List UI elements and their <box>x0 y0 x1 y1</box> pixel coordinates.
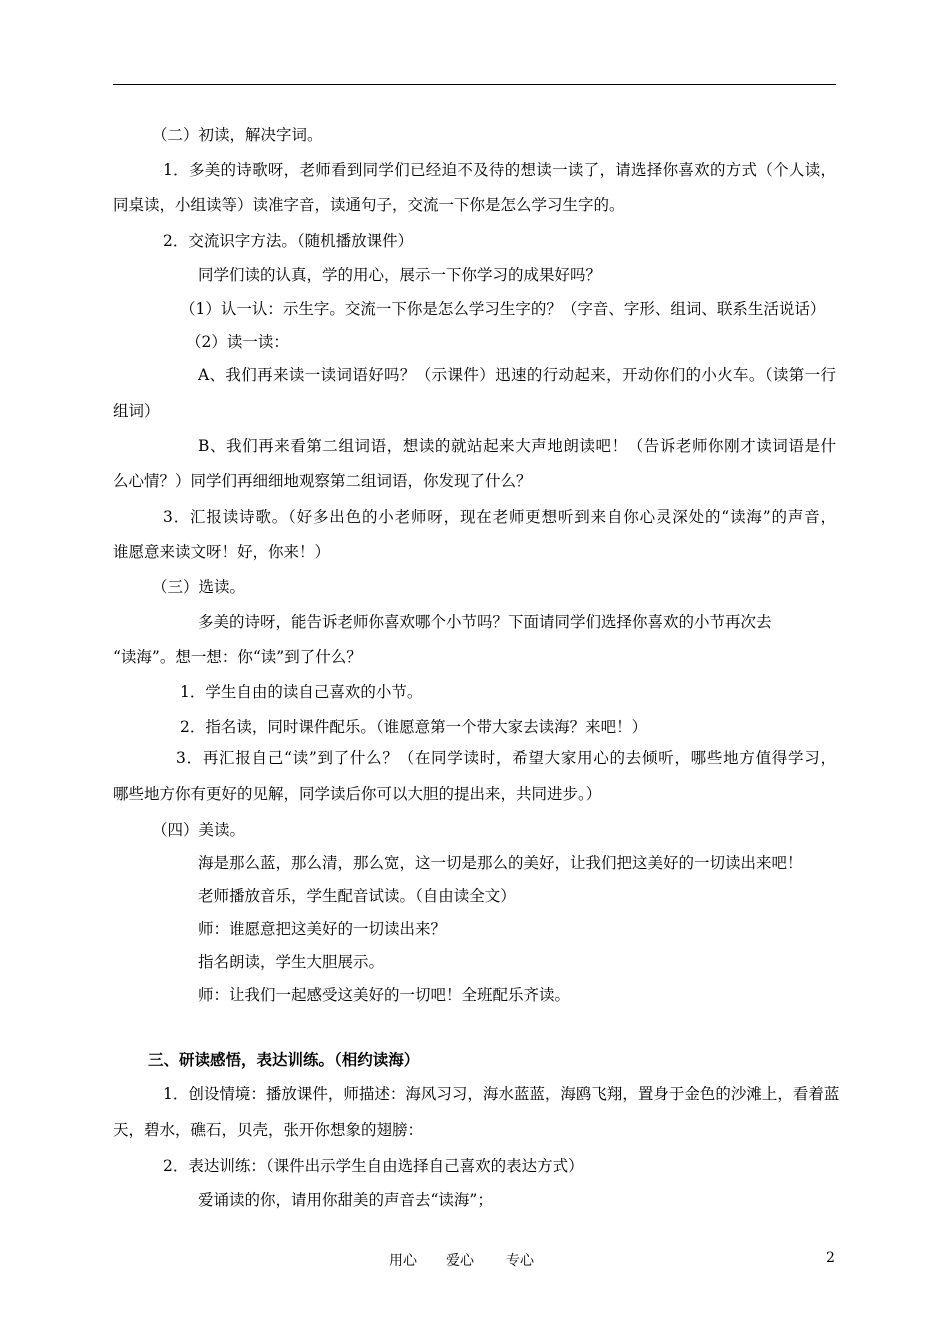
paragraph-line: 1．创设情境：播放课件，师描述：海风习习，海水蓝蓝，海鸥飞翔，置身于金色的沙滩上，看着蓝 <box>163 1085 840 1103</box>
paragraph-line: 指名朗读，学生大胆展示。 <box>198 953 385 971</box>
paragraph-line: 3．汇报读诗歌。（好多出色的小老师呀，现在老师更想听到来自你心灵深处的“读海”的声音， <box>163 508 836 526</box>
paragraph-line: 老师播放音乐，学生配音试读。（自由读全文） <box>198 887 516 905</box>
page-number: 2 <box>826 1250 835 1266</box>
paragraph-line: 海是那么蓝，那么清，那么宽，这一切是那么的美好，让我们把这美好的一切读出来吧！ <box>198 854 803 872</box>
paragraph-line: 师：谁愿意把这美好的一切读出来？ <box>198 920 447 938</box>
paragraph-line: 么心情？）同学们再细细地观察第二组词语，你发现了什么？ <box>113 472 532 490</box>
paragraph-line: 2．交流识字方法。（随机播放课件） <box>163 232 414 250</box>
paragraph-line: 哪些地方你有更好的见解，同学读后你可以大胆的提出来，共同进步。） <box>113 785 602 803</box>
header-rule <box>113 84 836 85</box>
paragraph-line: A、我们再来读一读词语好吗？（示课件）迅速的行动起来，开动你们的小火车。（读第一行 <box>198 366 836 384</box>
section-heading-beautiful-reading: （四）美读。 <box>152 821 246 839</box>
paragraph-line: 同学们读的认真，学的用心，展示一下你学习的成果好吗？ <box>198 266 602 284</box>
footer-motto-1: 用心 <box>389 1253 417 1269</box>
footer-motto-3: 专心 <box>506 1253 534 1269</box>
paragraph-line: 1．多美的诗歌呀，老师看到同学们已经迫不及待的想读一读了，请选择你喜欢的方式（个人读， <box>163 161 836 179</box>
paragraph-line: 1．学生自由的读自己喜欢的小节。 <box>180 683 423 701</box>
paragraph-line: “读海”。想一想：你“读”到了什么？ <box>113 648 362 666</box>
paragraph-line: 天，碧水，礁石，贝壳，张开你想象的翅膀： <box>113 1121 424 1139</box>
paragraph-line: 谁愿意来读文呀！好，你来！） <box>113 543 331 561</box>
paragraph-line: 多美的诗呀，能告诉老师你喜欢哪个小节吗？下面请同学们选择你喜欢的小节再次去 <box>198 613 772 631</box>
paragraph-line: 3．再汇报自己“读”到了什么？（在同学读时，希望大家用心的去倾听，哪些地方值得学习， <box>176 749 836 767</box>
paragraph-line: 爱诵读的你，请用你甜美的声音去“读海”； <box>198 1191 493 1209</box>
paragraph-line: 2．指名读，同时课件配乐。（谁愿意第一个带大家去读海？来吧！） <box>180 718 648 736</box>
paragraph-line: B、我们再来看第二组词语，想读的就站起来大声地朗读吧！（告诉老师你刚才读词语是什 <box>198 437 836 455</box>
paragraph-line: （2）读一读： <box>186 333 289 351</box>
paragraph-line: 同桌读，小组读等）读准字音，读通句子，交流一下你是怎么学习生字的。 <box>113 196 625 214</box>
footer-motto-2: 爱心 <box>446 1253 474 1269</box>
paragraph-line: 组词） <box>113 402 160 420</box>
paragraph-line: （1）认一认：示生字。交流一下你是怎么学习生字的？（字音、字形、组词、联系生活说话） <box>180 300 826 318</box>
paragraph-line: 师：让我们一起感受这美好的一切吧！全班配乐齐读。 <box>198 986 571 1004</box>
section-heading-selective-reading: （三）选读。 <box>152 578 246 596</box>
section-heading-study-and-express: 三、研读感悟，表达训练。（相约读海） <box>148 1051 420 1069</box>
paragraph-line: 2．表达训练：（课件出示学生自由选择自己喜欢的表达方式） <box>163 1157 584 1175</box>
section-heading-initial-reading: （二）初读，解决字词。 <box>152 126 323 144</box>
